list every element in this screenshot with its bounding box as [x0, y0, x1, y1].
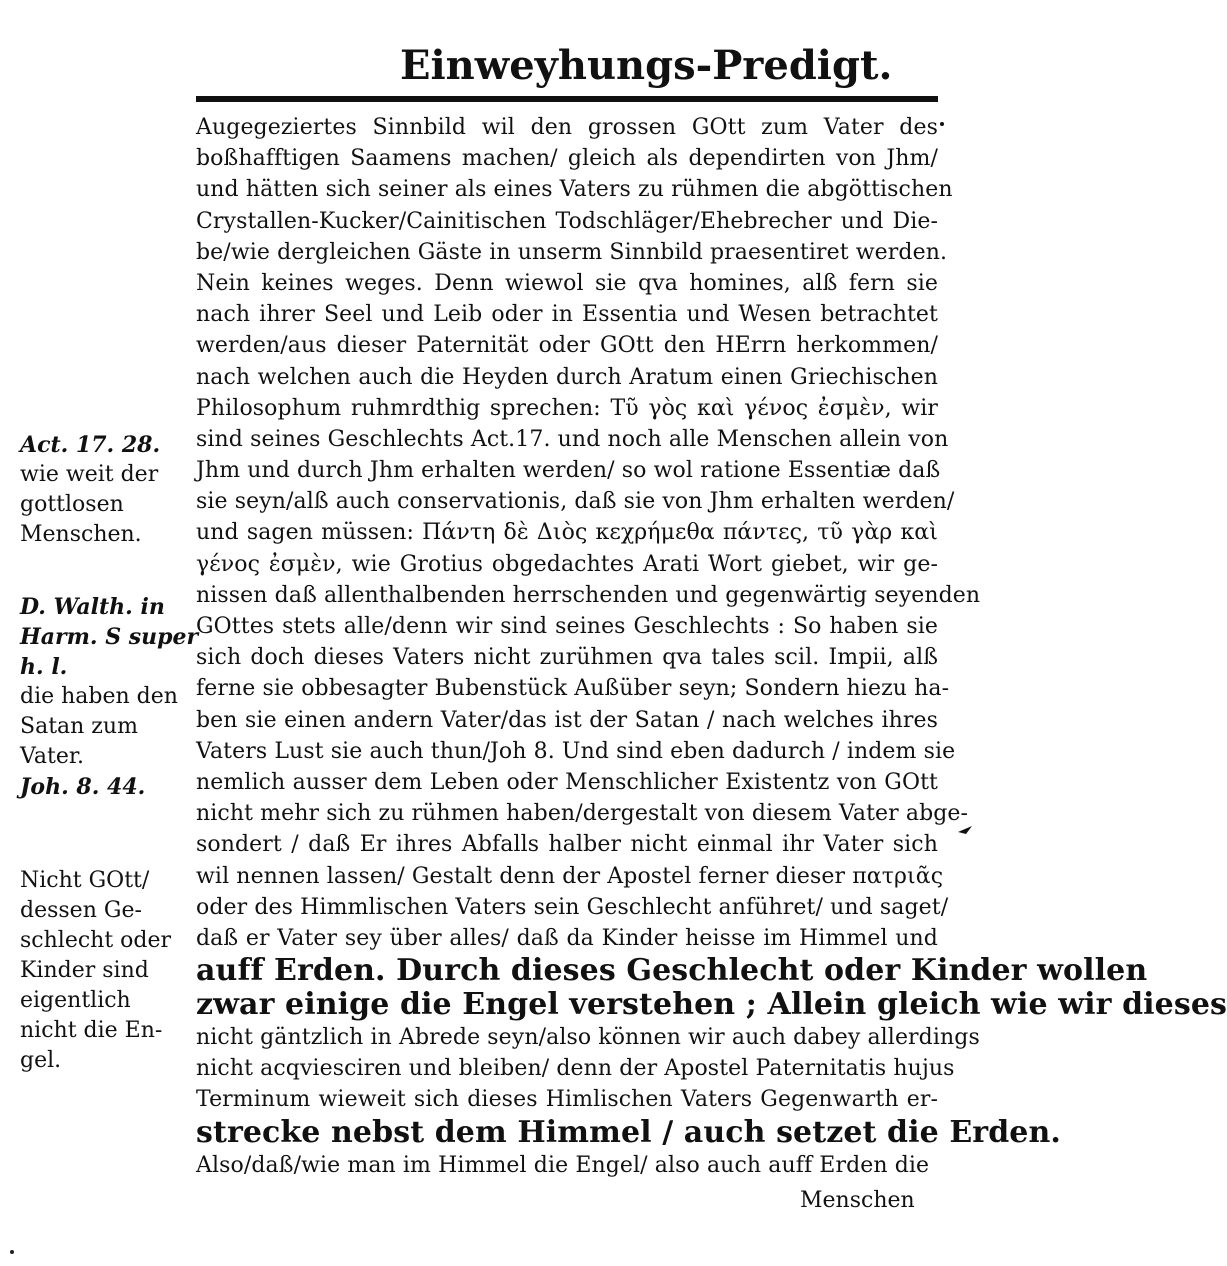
text-line: nemlich ausser dem Leben oder Menschlicher Existentz von GOtt: [196, 769, 938, 795]
text-line: be/wie dergleichen Gäste in unserm Sinnbild praesentiret werden.: [196, 239, 948, 265]
margin-note-line: Satan zum: [20, 714, 138, 739]
margin-note-line: D. Walth. in: [20, 594, 165, 620]
text-line: oder des Himmlischen Vaters sein Geschlecht anführet/ und saget/: [196, 894, 949, 920]
margin-note-line: die haben den: [20, 684, 178, 709]
page-header-title: Einweyhungs-Predigt.: [400, 42, 893, 89]
text-line: Philosophum ruhmrdthig sprechen: Τῦ γὸς καὶ γένος ἐσμὲν, wir: [196, 395, 938, 421]
text-line: nicht gäntzlich in Abrede seyn/also können wir auch dabey allerdings: [196, 1025, 980, 1051]
text-line: Crystallen-Kucker/Cainitischen Todschläger/Ehebrecher und Die-: [196, 208, 938, 234]
margin-note-line: dessen Ge-: [20, 898, 142, 923]
text-line-emphasis: auff Erden. Durch dieses Geschlecht oder Kinder wollen: [196, 953, 1148, 989]
ink-speck: [958, 826, 972, 834]
margin-note-line: h. l.: [20, 654, 68, 680]
text-line: wil nennen lassen/ Gestalt denn der Apostel ferner dieser πατριᾶς: [196, 863, 944, 889]
text-line: nicht mehr sich zu rühmen haben/dergestalt von diesem Vater abge-: [196, 801, 969, 827]
margin-note-line: eigentlich: [20, 988, 131, 1013]
text-line: sie seyn/alß auch conservationis, daß sie von Jhm erhalten werden/: [196, 489, 955, 515]
text-line: sich doch dieses Vaters nicht zurühmen qva tales scil. Impii, alß: [196, 645, 938, 671]
text-line: und hätten sich seiner als eines Vaters zu rühmen die abgöttischen: [196, 177, 953, 203]
margin-note-line: Kinder sind: [20, 958, 149, 983]
margin-note-line: Joh. 8. 44.: [20, 774, 146, 800]
margin-note-line: Nicht GOtt/: [20, 868, 150, 893]
text-line: Jhm und durch Jhm erhalten werden/ so wol ratione Essentiæ daß: [196, 458, 941, 484]
text-line: sondert / daß Er ihres Abfalls halber nicht einmal ihr Vater sich: [196, 832, 938, 858]
text-line: γένος ἐσμὲν, wie Grotius obgedachtes Arati Wort giebet, wir ge-: [196, 551, 938, 577]
text-line: nissen daß allenthalbenden herrschenden und gegenwärtig seyenden: [196, 582, 981, 608]
text-line: nach ihrer Seel und Leib oder in Essentia und Wesen betrachtet: [196, 302, 938, 328]
ink-speck: [940, 122, 944, 126]
margin-note-line: gottlosen: [20, 492, 124, 517]
catchword: Menschen: [800, 1188, 915, 1213]
text-line: nicht acqviesciren und bleiben/ denn der Apostel Paternitatis hujus: [196, 1056, 955, 1082]
text-line: werden/aus dieser Paternität oder GOtt den HErrn herkommen/: [196, 333, 938, 359]
margin-note-line: Act. 17. 28.: [20, 432, 161, 458]
text-line: boßhafftigen Saamens machen/ gleich als dependirten von Jhm/: [196, 146, 938, 172]
text-line: sind seines Geschlechts Act.17. und noch alle Menschen allein von: [196, 426, 949, 452]
text-line: Also/daß/wie man im Himmel die Engel/ also auch auff Erden die: [196, 1152, 930, 1178]
text-line: ferne sie obbesagter Bubenstück Außüber seyn; Sondern hiezu ha-: [196, 676, 950, 702]
margin-note-line: Harm. S super: [20, 624, 199, 650]
text-line: Augegeziertes Sinnbild wil den grossen GOtt zum Vater des: [196, 115, 938, 140]
text-line: GOttes stets alle/denn wir sind seines Geschlechts : So haben sie: [196, 614, 938, 639]
margin-note-line: Menschen.: [20, 522, 142, 547]
margin-note-line: gel.: [20, 1048, 62, 1073]
text-line: Terminum wieweit sich dieses Himlischen Vaters Gegenwarth er-: [196, 1087, 938, 1113]
text-line: und sagen müssen: Πάντη δὲ Διὸς κεχρήμεθα πάντες, τῦ γὰρ καὶ: [196, 520, 938, 546]
margin-note-line: nicht die En-: [20, 1018, 163, 1043]
margin-note-line: Vater.: [20, 744, 84, 769]
text-line: nach welchen auch die Heyden durch Aratum einen Griechischen: [196, 364, 938, 390]
text-line-emphasis: strecke nebst dem Himmel / auch setzet die Erden.: [196, 1114, 1061, 1150]
text-line: ben sie einen andern Vater/das ist der Satan / nach welches ihres: [196, 707, 938, 733]
margin-note-line: wie weit der: [20, 462, 159, 487]
text-line: Nein keines weges. Denn wiewol sie qva homines, alß fern sie: [196, 270, 938, 296]
text-line-emphasis: zwar einige die Engel verstehen ; Allein gleich wie wir dieses: [196, 987, 1227, 1023]
text-line: daß er Vater sey über alles/ daß da Kinder heisse im Himmel und: [196, 925, 938, 951]
text-line: Vaters Lust sie auch thun/Joh 8. Und sind eben dadurch / indem sie: [196, 738, 956, 764]
margin-note-line: schlecht oder: [20, 928, 172, 953]
ink-speck: [10, 1250, 14, 1254]
